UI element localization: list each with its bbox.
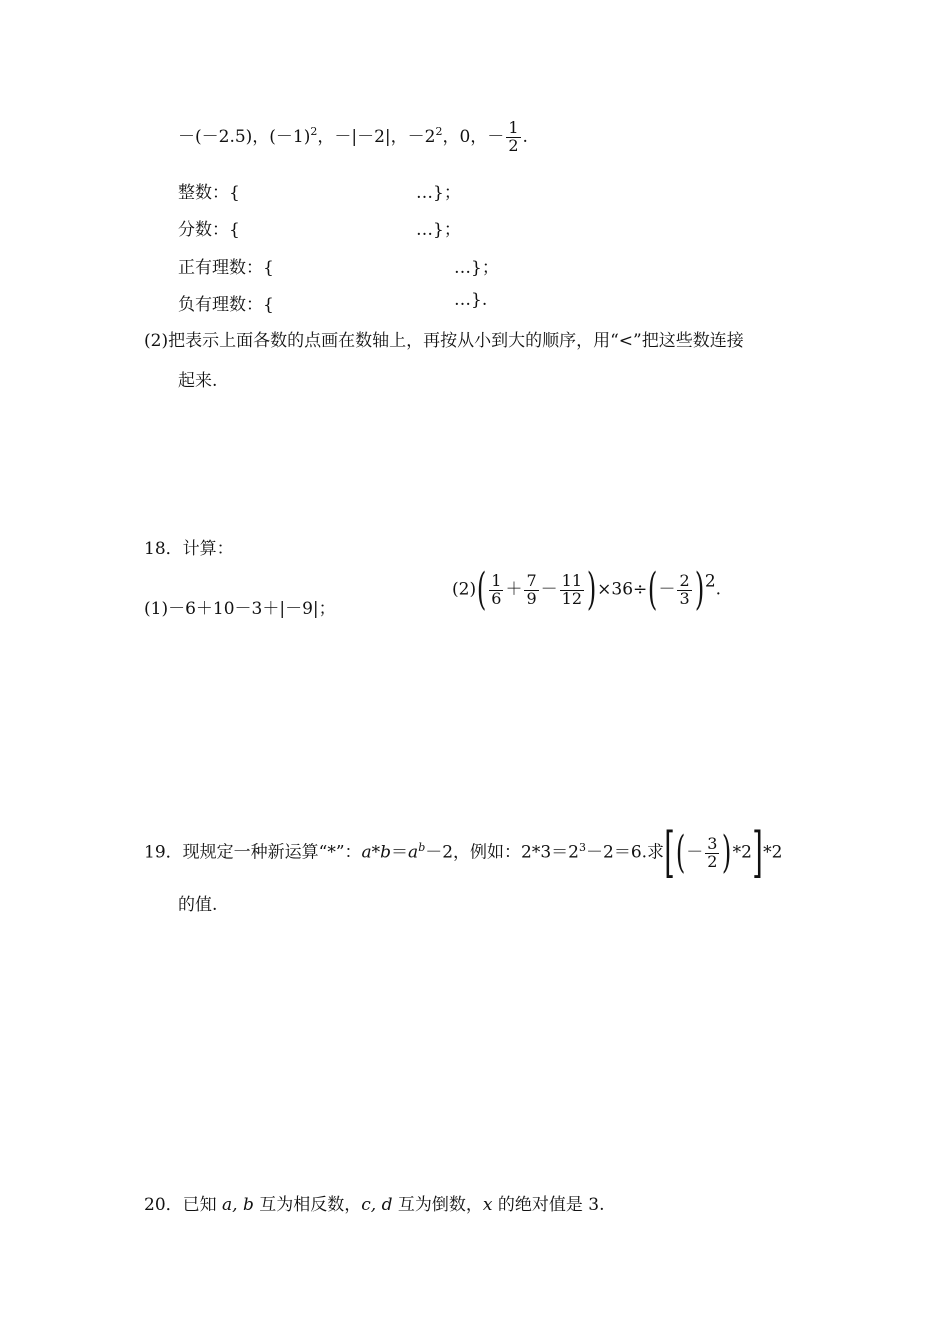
q18-title: 18．计算： <box>144 539 234 559</box>
right-paren: ) <box>586 564 597 615</box>
category-integer-end: …}； <box>416 183 461 203</box>
q17-numbers-line: －(－2.5)，$(-1)^2$，－|－2|，$-2^2$，0，－ $\frac{1}{2}$ . <box>178 118 528 155</box>
category-fraction-end: …}； <box>416 220 461 240</box>
q19-line2: 的值. <box>178 895 218 915</box>
q18-part1: (1)－6＋10－3＋|－9|； <box>144 599 336 619</box>
category-integer: 整数：{ <box>178 183 240 203</box>
category-positive-rational: 正有理数：{ <box>178 258 274 278</box>
left-paren: ( <box>675 827 686 878</box>
fraction: $\frac{2}{3}$ <box>679 570 690 608</box>
q19-line1: 19．现规定一种新运算“*”：$a*b=a^b-2$，例如：$2*3=2^3-2=6$.求[(－ $\frac{3}{2}$ )*2]*2 <box>144 821 783 884</box>
right-paren: ) <box>694 564 704 615</box>
right-paren: ) <box>722 827 732 878</box>
category-negative-rational-end: …}. <box>454 290 488 310</box>
fraction: $\frac{1}{6}$ <box>491 570 502 608</box>
category-fraction: 分数：{ <box>178 220 240 240</box>
q17-part2-line1: (2)把表示上面各数的点画在数轴上，再按从小到大的顺序，用“<”把这些数连接 <box>144 331 744 351</box>
q20-line: 20．已知 a, b 互为相反数，c, d 互为倒数，x 的绝对值是 3. <box>144 1195 605 1215</box>
fraction-one-half: $\frac{1}{2}$ <box>508 118 519 155</box>
right-square-bracket: ] <box>752 821 763 884</box>
category-negative-rational: 负有理数：{ <box>178 295 274 315</box>
left-paren: ( <box>476 564 487 615</box>
q18-part2: (2)( $\frac{1}{6}$ ＋ $\frac{7}{9}$ － $\frac{11}{12}$ )×36÷(－ $\frac{2}{3}$ )2. <box>452 564 722 615</box>
category-positive-rational-end: …}； <box>454 258 499 278</box>
left-paren: ( <box>648 564 658 615</box>
q17-part2-line2: 起来. <box>178 371 218 391</box>
fraction: $\frac{3}{2}$ <box>707 833 718 871</box>
left-square-bracket: [ <box>664 821 675 884</box>
fraction: $\frac{11}{12}$ <box>561 570 582 608</box>
fraction: $\frac{7}{9}$ <box>526 570 537 608</box>
